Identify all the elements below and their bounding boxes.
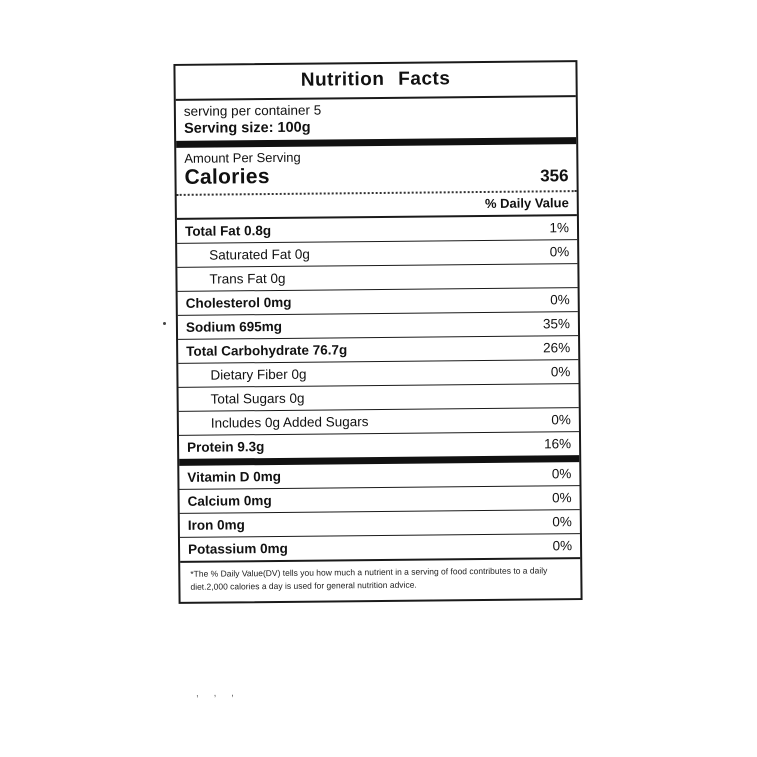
nutrient-dv: 26% bbox=[543, 340, 571, 356]
amount-per-serving-label: Amount Per Serving bbox=[184, 149, 301, 166]
nutrient-dv: 0% bbox=[549, 244, 570, 260]
servings-per-container: serving per container 5 bbox=[183, 102, 322, 119]
nutrient-name: Total Sugars 0g bbox=[210, 390, 305, 407]
nutrient-dv: 0% bbox=[551, 466, 572, 482]
nutrient-dv: 0% bbox=[552, 514, 572, 530]
calories-value: 356 bbox=[540, 166, 569, 186]
nutrient-name: Trans Fat 0g bbox=[209, 270, 286, 287]
nutrient-dv: 16% bbox=[543, 436, 572, 452]
nutrient-name: Total Fat 0.8g bbox=[184, 223, 272, 239]
nutrient-name: Iron 0mg bbox=[187, 517, 245, 533]
daily-value-footnote: *The % Daily Value(DV) tells you how much a nutrient in a serving of food contributes to a daily diet.2,000 calories a day is used for general nutrition advice. bbox=[190, 565, 548, 592]
nutrient-name: Saturated Fat 0g bbox=[209, 246, 310, 263]
nutrient-name: Cholesterol 0mg bbox=[185, 294, 292, 311]
nutrient-dv: 1% bbox=[549, 220, 570, 236]
daily-value-header: % Daily Value bbox=[484, 195, 569, 211]
nutrient-dv: 0% bbox=[551, 412, 571, 428]
nutrient-dv: 0% bbox=[550, 364, 571, 380]
nutrient-dv: 35% bbox=[542, 316, 571, 332]
nutrient-name: Protein 9.3g bbox=[187, 439, 265, 455]
nutrient-name: Potassium 0mg bbox=[188, 540, 288, 557]
nutrient-dv: 0% bbox=[552, 490, 572, 506]
label-title: Nutrition Facts bbox=[300, 68, 451, 91]
nutrient-name: Calcium 0mg bbox=[187, 493, 272, 509]
nutrition-facts-label bbox=[173, 60, 582, 603]
nutrient-name: Sodium 695mg bbox=[185, 318, 283, 335]
serving-size: Serving size: 100g bbox=[183, 119, 311, 137]
ink-speck bbox=[163, 322, 166, 325]
nutrient-dv: 0% bbox=[550, 292, 570, 308]
nutrient-name: Total Carbohydrate 76.7g bbox=[186, 342, 348, 359]
calories-label: Calories bbox=[184, 165, 270, 189]
nutrient-dv: 0% bbox=[552, 538, 573, 554]
bottom-ink-marks: , , , bbox=[195, 687, 240, 700]
nutrient-name: Dietary Fiber 0g bbox=[210, 366, 307, 383]
nutrient-name: Includes 0g Added Sugars bbox=[210, 414, 369, 431]
calories-row bbox=[176, 162, 576, 194]
nutrient-name: Vitamin D 0mg bbox=[187, 468, 281, 485]
